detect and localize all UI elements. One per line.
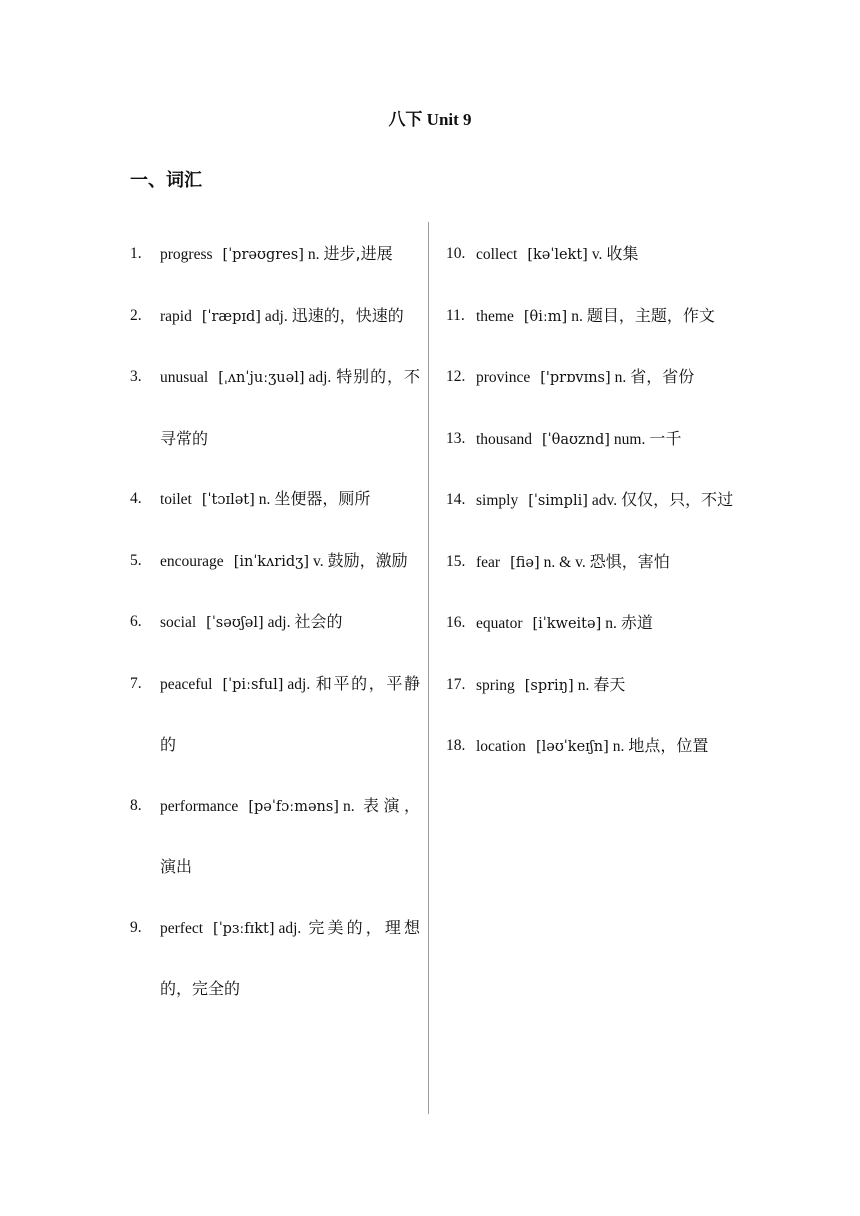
vocab-part-of-speech: adj. — [267, 614, 291, 631]
vocab-item — [446, 347, 736, 409]
vocab-item — [130, 286, 420, 348]
vocab-pronunciation: [spriŋ] — [524, 677, 574, 694]
vocab-pronunciation: [ˈtɔɪlət] — [201, 492, 255, 508]
vocab-entry — [160, 531, 420, 593]
vocab-word: location — [476, 738, 526, 755]
vocab-number: 8. — [130, 796, 142, 814]
vocab-word: toilet — [160, 491, 192, 508]
vocab-entry — [160, 469, 420, 531]
vocab-pronunciation: [ˈθaʊznd] — [541, 431, 610, 448]
vocab-word: equator — [476, 615, 523, 632]
vocab-meaning: 春天 — [593, 674, 626, 694]
vocab-part-of-speech: n. — [307, 246, 320, 263]
vocab-part-of-speech: adj. — [278, 919, 302, 937]
vocab-item — [446, 286, 736, 348]
vocab-meaning: 题目，主题，作文 — [586, 305, 715, 325]
vocab-pronunciation: ['prɒvɪns] — [540, 370, 611, 386]
vocab-part-of-speech: n. & v. — [543, 553, 586, 571]
vocab-part-of-speech: n. — [605, 615, 617, 632]
vocab-word: rapid — [160, 307, 192, 325]
vocab-pronunciation: [ˈsəʊʃəl] — [206, 615, 264, 631]
vocab-column-left — [130, 224, 420, 1020]
vocab-part-of-speech: n. — [342, 797, 355, 815]
vocab-entry — [160, 347, 420, 469]
vocab-word: unusual — [160, 369, 209, 386]
vocab-number: 13. — [446, 429, 466, 447]
vocab-word: progress — [160, 246, 213, 263]
vocab-part-of-speech: adj. — [308, 369, 332, 386]
vocab-meaning: 完美的，理想的，完全的 — [160, 917, 420, 998]
vocab-number: 14. — [446, 491, 466, 508]
vocab-meaning: 和平的，平静的 — [160, 673, 420, 754]
vocab-item — [130, 654, 420, 776]
vocab-entry — [476, 655, 736, 717]
vocab-number: 15. — [446, 552, 466, 570]
vocab-meaning: 地点，位置 — [628, 736, 709, 755]
vocab-item — [446, 655, 736, 717]
vocab-pronunciation: [fiə] — [510, 554, 540, 571]
vocab-entry — [160, 286, 420, 348]
vocab-part-of-speech: n. — [614, 369, 627, 386]
vocab-item — [446, 716, 736, 778]
vocab-number: 18. — [446, 737, 466, 754]
vocab-entry — [476, 470, 736, 532]
vocab-meaning: 特别的，不寻常的 — [160, 367, 420, 448]
vocab-entry — [476, 716, 736, 778]
vocab-part-of-speech: n. — [577, 676, 590, 694]
vocab-part-of-speech: v. — [312, 552, 324, 570]
vocab-pronunciation: [ˈprəʊgres] — [222, 247, 304, 263]
vocab-word: province — [476, 369, 531, 386]
vocab-entry — [476, 347, 736, 409]
vocab-meaning: 鼓励，激励 — [327, 550, 408, 570]
vocab-item — [130, 224, 420, 286]
vocab-item — [446, 470, 736, 532]
vocab-item — [446, 593, 736, 655]
vocab-column-right — [446, 224, 736, 778]
vocab-pronunciation: [kəˈlekt] — [527, 247, 588, 263]
vocab-part-of-speech: n. — [258, 491, 271, 508]
vocab-number: 11. — [446, 306, 465, 324]
vocab-number: 16. — [446, 614, 466, 631]
vocab-entry — [476, 286, 736, 348]
vocab-number: 3. — [130, 368, 142, 385]
vocab-number: 7. — [130, 674, 142, 692]
vocab-item — [446, 532, 736, 594]
vocab-entry — [160, 224, 420, 286]
vocab-number: 2. — [130, 306, 142, 324]
vocab-word: perfect — [160, 919, 204, 937]
vocab-pronunciation: [pəˈfɔːməns] — [248, 798, 339, 815]
vocab-pronunciation: [inˈkʌridʒ] — [233, 553, 309, 570]
vocab-meaning: 坐便器，厕所 — [274, 489, 371, 508]
vocab-entry — [476, 532, 736, 594]
vocab-word: simply — [476, 492, 519, 509]
page-title: 八下 Unit 9 — [388, 110, 472, 129]
vocab-pronunciation: [ˌʌnˈjuːʒuəl] — [218, 370, 305, 386]
vocab-item — [130, 469, 420, 531]
vocab-number: 12. — [446, 368, 466, 385]
vocab-number: 9. — [130, 918, 142, 936]
vocab-meaning: 进步,进展 — [323, 244, 393, 263]
vocab-entry — [476, 224, 736, 286]
vocab-part-of-speech: adj. — [287, 675, 311, 693]
vocab-number: 17. — [446, 675, 466, 693]
vocab-word: peaceful — [160, 675, 213, 693]
vocab-pronunciation: [ˈsimpli] — [528, 493, 588, 509]
vocab-entry — [160, 776, 420, 898]
vocab-item — [130, 592, 420, 654]
vocab-number: 5. — [130, 551, 142, 569]
vocab-word: thousand — [476, 430, 532, 448]
vocab-pronunciation: [iˈkweitə] — [532, 616, 602, 632]
vocab-meaning: 社会的 — [294, 612, 343, 631]
vocab-item — [446, 409, 736, 471]
vocab-meaning: 恐惧，害怕 — [589, 551, 670, 571]
vocab-entry — [160, 592, 420, 654]
vocab-item — [130, 776, 420, 898]
vocab-part-of-speech: adj. — [264, 307, 288, 325]
vocab-item — [446, 224, 736, 286]
vocab-meaning: 收集 — [606, 244, 639, 263]
vocab-item — [130, 898, 420, 1020]
vocab-word: performance — [160, 797, 239, 815]
vocab-part-of-speech: adv. — [591, 492, 618, 509]
vocab-number: 10. — [446, 245, 466, 262]
vocab-part-of-speech: n. — [571, 307, 583, 325]
column-divider — [428, 222, 429, 1114]
vocab-item — [130, 347, 420, 469]
vocab-word: social — [160, 614, 197, 631]
vocab-meaning: 一千 — [649, 428, 682, 448]
vocab-part-of-speech: num. — [613, 430, 646, 448]
vocab-pronunciation: [ləʊˈkeɪʃn] — [535, 739, 609, 755]
vocab-entry — [476, 409, 736, 471]
section-heading: 一、词汇 — [130, 170, 202, 191]
vocab-meaning: 仅仅，只，不过 — [621, 490, 734, 509]
vocab-pronunciation: [ˈpiːsful] — [222, 676, 284, 693]
vocab-meaning: 迅速的，快速的 — [291, 305, 404, 325]
vocab-meaning: 表演，演出 — [160, 795, 420, 876]
vocab-entry — [160, 898, 420, 1020]
vocab-word: encourage — [160, 552, 224, 570]
vocab-pronunciation: [ˈræpɪd] — [201, 308, 261, 325]
vocab-word: collect — [476, 246, 518, 263]
vocab-entry — [160, 654, 420, 776]
vocab-part-of-speech: n. — [612, 738, 625, 755]
vocab-meaning: 赤道 — [620, 613, 653, 632]
vocab-part-of-speech: v. — [591, 246, 603, 263]
vocab-word: spring — [476, 676, 515, 694]
vocab-word: fear — [476, 553, 501, 571]
vocab-meaning: 省，省份 — [630, 367, 695, 386]
vocab-number: 1. — [130, 245, 142, 262]
vocab-entry — [476, 593, 736, 655]
vocab-word: theme — [476, 307, 514, 325]
vocab-number: 6. — [130, 613, 142, 630]
vocab-pronunciation: [θiːm] — [523, 308, 568, 325]
vocab-pronunciation: [ˈpɜːfɪkt] — [213, 920, 275, 937]
vocab-item — [130, 531, 420, 593]
vocab-number: 4. — [130, 490, 142, 507]
